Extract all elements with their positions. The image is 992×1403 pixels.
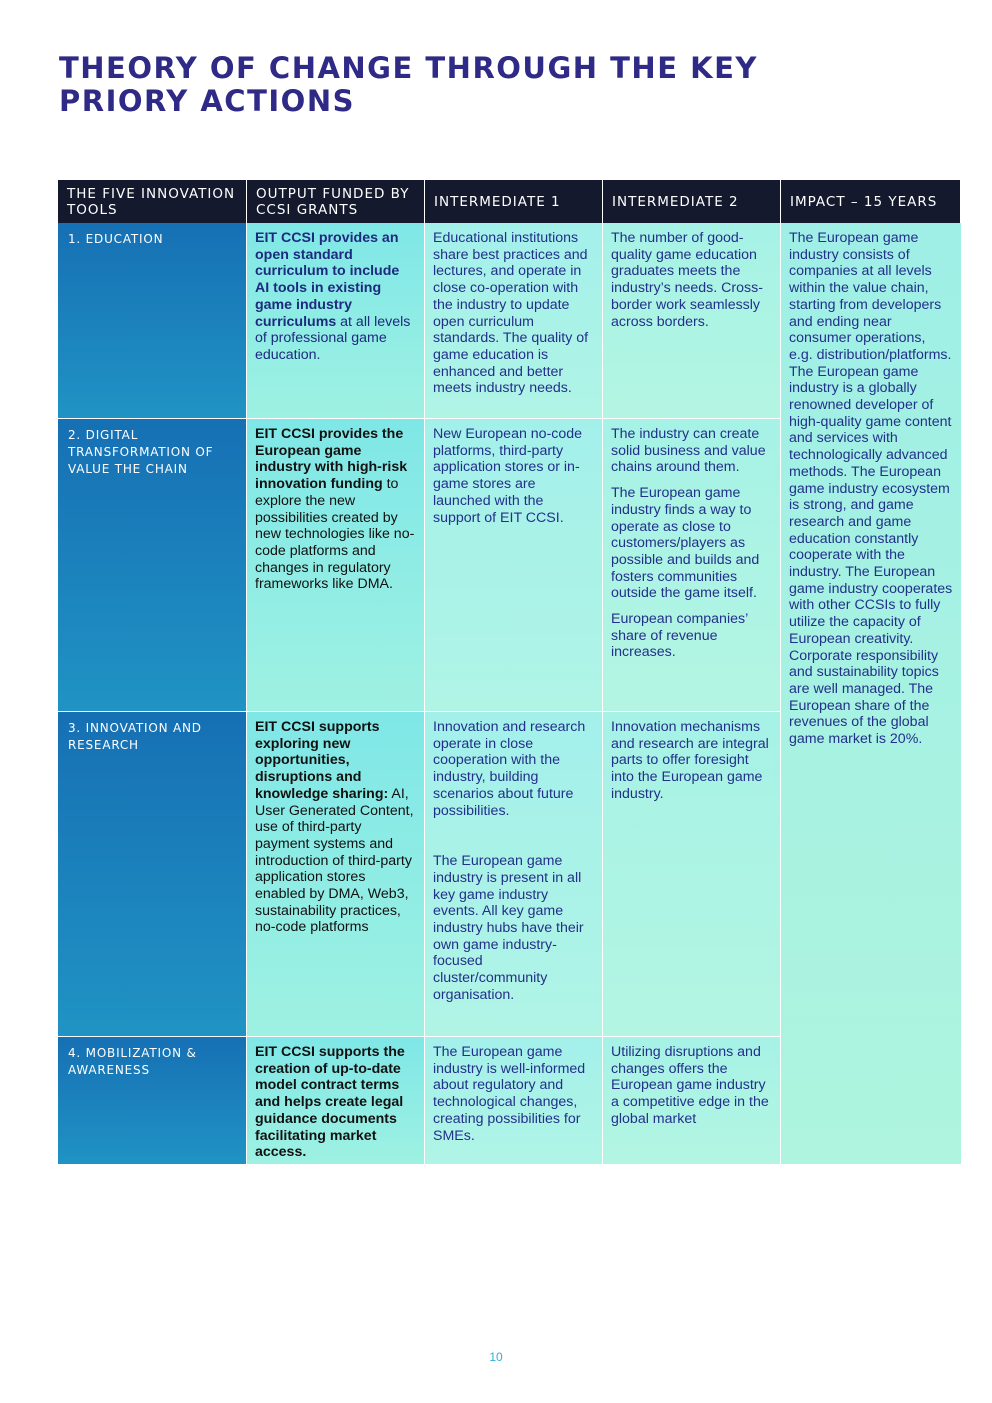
intermediate-1-innovation-research (425, 712, 603, 1037)
header-innovation-tools: THE FIVE INNOVATION TOOLS (58, 180, 247, 223)
output-innovation-rest: AI, User Generated Content, use of third-party payment systems and introduction of third-party application stores enabled by DMA, Web3, sustainability practices, no-code platforms (255, 785, 414, 936)
output-mobilization-lead: EIT CCSI supports the creation of up-to-date model contract terms and helps create legal guidance documents facilitating market access. (255, 1044, 405, 1161)
tool-innovation-research: 3. INNOVATION AND RESEARCH (58, 712, 247, 1037)
paragraph-spacer (433, 819, 594, 853)
theory-of-change-table (58, 180, 961, 1165)
intermediate-2-digital-transformation (603, 419, 781, 712)
header-impact: IMPACT – 15 YEARS (781, 180, 961, 223)
page-title: THEORY OF CHANGE THROUGH THE KEY PRIORY ACTIONS (59, 51, 758, 118)
header-intermediate-2: INTERMEDIATE 2 (603, 180, 781, 223)
tool-education: 1. EDUCATION (58, 223, 247, 419)
intermediate-2-mobilization-awareness: Utilizing disruptions and changes offers the European game industry a competitive edge in the global market (603, 1037, 781, 1165)
intermediate-1-education: Educational institutions share best practices and lectures, and operate in close co-operation with the industry to update open curriculum standards. The quality of game education is enhanced and better meets industry needs. (425, 223, 603, 419)
output-innovation-lead: EIT CCSI supports exploring new opportunities, disruptions and knowledge sharing: (255, 719, 389, 802)
output-education (247, 223, 425, 419)
header-intermediate-1: INTERMEDIATE 1 (425, 180, 603, 223)
page-number: 10 (489, 1350, 503, 1364)
intermediate-1-mobilization-awareness: The European game industry is well-informed about regulatory and technological changes, creating possibilities for SMEs. (425, 1037, 603, 1165)
tool-mobilization-awareness: 4. MOBILIZATION & AWARENESS (58, 1037, 247, 1165)
intermediate-2-innovation-research: Innovation mechanisms and research are integral parts to offer foresight into the European game industry. (603, 712, 781, 1037)
intermediate-1-digital-transformation: New European no-code platforms, third-party application stores or in-game stores are launched with the support of EIT CCSI. (425, 419, 603, 712)
intermediate-2-digital-para-2: The European game industry finds a way to operate as close to customers/players as possible and builds and fosters communities outside the game itself. (611, 485, 760, 602)
output-digital-rest: to explore the new possibilities created by new technologies like no-code platforms and changes in regulatory frameworks like DMA. (255, 476, 415, 593)
output-innovation-research (247, 712, 425, 1037)
intermediate-1-innovation-para-1: Innovation and research operate in close cooperation with the industry, building scenarios about future possibilities. (433, 719, 586, 819)
intermediate-2-digital-para-1: The industry can create solid business and value chains around them. (611, 426, 766, 476)
intermediate-2-education: The number of good-quality game education graduates meets the industry’s needs. Cross-border work seamlessly across borders. (603, 223, 781, 419)
output-education-lead: EIT CCSI provides an open standard curriculum to include AI tools in existing game industry curriculums (255, 230, 400, 330)
intermediate-1-innovation-para-2: The European game industry is present in all key game industry events. All key game industry hubs have their own game industry-focused cluster/community organisation. (433, 853, 584, 1003)
output-education-rest: at all levels of professional game education. (255, 313, 411, 363)
intermediate-2-digital-para-3: European companies’ share of revenue increases. (611, 611, 748, 661)
output-mobilization-awareness (247, 1037, 425, 1165)
header-output-funded: OUTPUT FUNDED BY CCSI GRANTS (247, 180, 425, 223)
impact-cell: The European game industry consists of companies at all levels within the value chain, starting from developers and ending near consumer operations, e.g. distribution/platforms. The European game industry is a globally renowned developer of high-quality game content and services with technologically advanced methods. The European game industry ecosystem is strong, and game research and game education constantly cooperate with the industry. The European game industry cooperates with other CCSIs to fully utilize the capacity of European creativity. Corporate responsibility and sustainability topics are well managed. The European share of the revenues of the global game market is 20%. (781, 223, 961, 1165)
output-digital-transformation (247, 419, 425, 712)
output-digital-lead: EIT CCSI provides the European game industry with high-risk innovation funding (255, 426, 408, 493)
tool-digital-transformation: 2. DIGITAL TRANSFORMATION OF VALUE THE CHAIN (58, 419, 247, 712)
